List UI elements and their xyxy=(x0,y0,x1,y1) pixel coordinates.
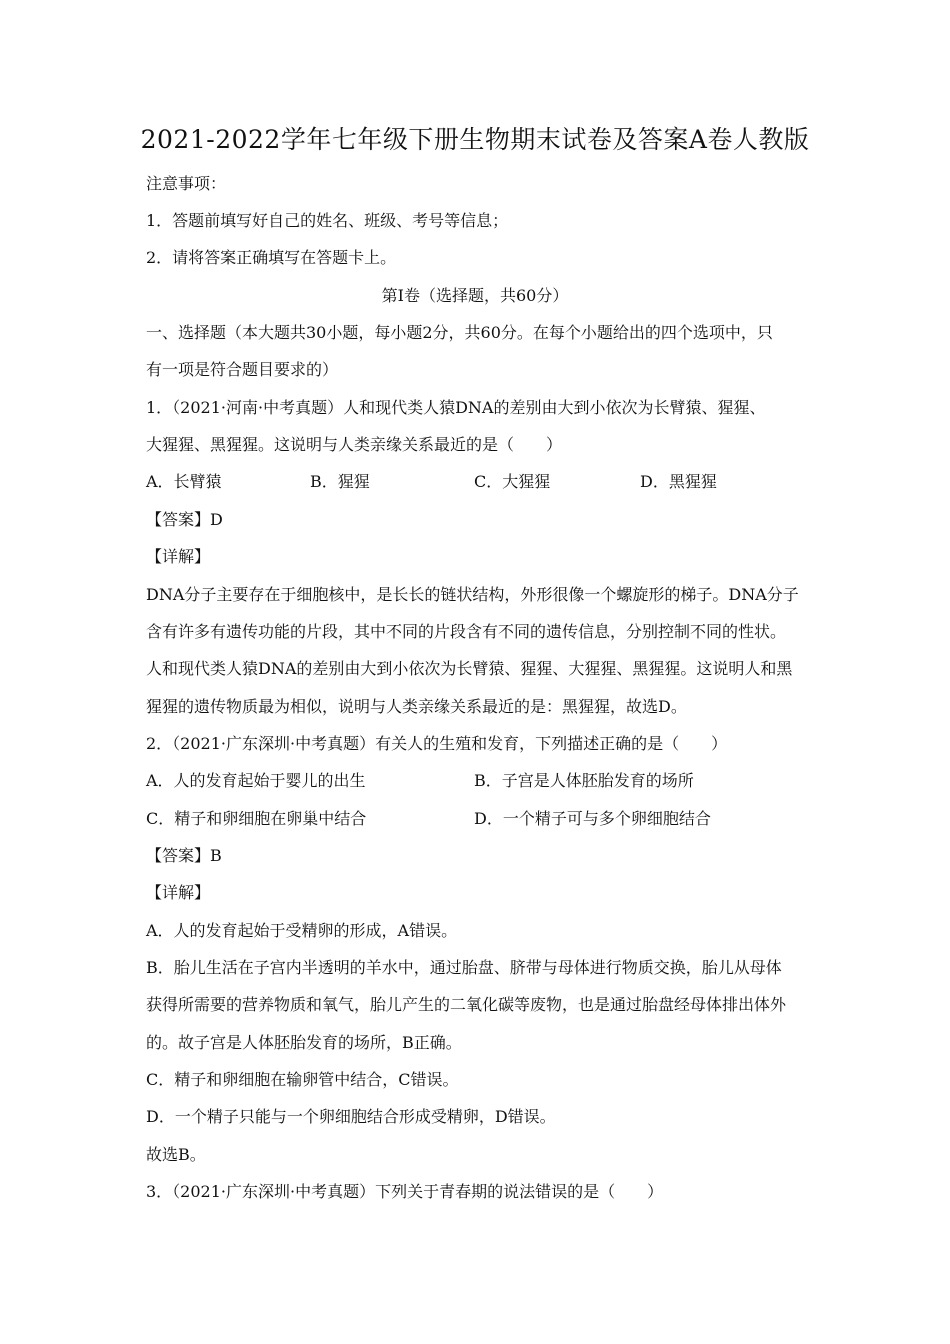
question-2-option-a: A．人的发育起始于婴儿的出生 xyxy=(146,771,366,790)
question-2-answer: 【答案】B xyxy=(146,846,222,865)
section-title: 第I卷（选择题，共60分） xyxy=(381,286,569,305)
question-1-option-a: A．长臂猿 xyxy=(146,472,222,491)
notice-item: 1．答题前填写好自己的姓名、班级、考号等信息； xyxy=(146,211,509,230)
question-1-option-c: C．大猩猩 xyxy=(474,472,551,491)
notice-heading: 注意事项： xyxy=(146,174,227,193)
question-1-detail-line: 含有许多有遗传功能的片段，其中不同的片段含有不同的遗传信息，分别控制不同的性状。 xyxy=(146,622,787,641)
question-2-detail-label: 【详解】 xyxy=(146,883,211,902)
question-2-option-d: D．一个精子可与多个卵细胞结合 xyxy=(474,809,711,828)
question-2-detail-line: 的。故子宫是人体胚胎发育的场所，B正确。 xyxy=(146,1033,462,1052)
part-intro-line: 一、选择题（本大题共30小题，每小题2分，共60分。在每个小题给出的四个选项中，只 xyxy=(146,323,773,342)
question-2-detail-line: B．胎儿生活在子宫内半透明的羊水中，通过胎盘、脐带与母体进行物质交换，胎儿从母体 xyxy=(146,958,782,977)
question-2-detail-line: 获得所需要的营养物质和氧气，胎儿产生的二氧化碳等废物，也是通过胎盘经母体排出体外 xyxy=(146,995,787,1014)
question-2-detail-line: C．精子和卵细胞在输卵管中结合，C错误。 xyxy=(146,1070,459,1089)
question-1-answer: 【答案】D xyxy=(146,510,223,529)
part-intro-line: 有一项是符合题目要求的） xyxy=(146,360,339,379)
question-2-option-b: B．子宫是人体胚胎发育的场所 xyxy=(474,771,694,790)
question-2-option-c: C．精子和卵细胞在卵巢中结合 xyxy=(146,809,367,828)
notice-item: 2．请将答案正确填写在答题卡上。 xyxy=(146,248,397,267)
question-1-detail-line: 猩猩的遗传物质最为相似，说明与人类亲缘关系最近的是：黑猩猩，故选D。 xyxy=(146,697,687,716)
question-2-stem: 2．（2021·广东深圳·中考真题）有关人的生殖和发育，下列描述正确的是（ ） xyxy=(146,734,728,753)
document-title: 2021-2022学年七年级下册生物期末试卷及答案A卷人教版 xyxy=(140,125,810,154)
question-1-detail-line: DNA分子主要存在于细胞核中，是长长的链状结构，外形很像一个螺旋形的梯子。DNA分子 xyxy=(146,585,799,604)
question-3-stem: 3．（2021·广东深圳·中考真题）下列关于青春期的说法错误的是（ ） xyxy=(146,1182,664,1201)
question-1-option-d: D．黑猩猩 xyxy=(640,472,717,491)
question-1-stem: 1．（2021·河南·中考真题）人和现代类人猿DNA的差别由大到小依次为长臂猿、猩猩、 xyxy=(146,398,766,417)
question-2-detail-line: A．人的发育起始于受精卵的形成，A错误。 xyxy=(146,921,458,940)
question-1-stem: 大猩猩、黑猩猩。这说明与人类亲缘关系最近的是（ ） xyxy=(146,435,563,454)
question-1-option-b: B．猩猩 xyxy=(310,472,370,491)
question-1-detail-label: 【详解】 xyxy=(146,547,211,566)
question-1-detail-line: 人和现代类人猿DNA的差别由大到小依次为长臂猿、猩猩、大猩猩、黑猩猩。这说明人和黑 xyxy=(146,659,793,678)
question-2-detail-line: 故选B。 xyxy=(146,1145,206,1164)
question-2-detail-line: D．一个精子只能与一个卵细胞结合形成受精卵，D错误。 xyxy=(146,1107,556,1126)
